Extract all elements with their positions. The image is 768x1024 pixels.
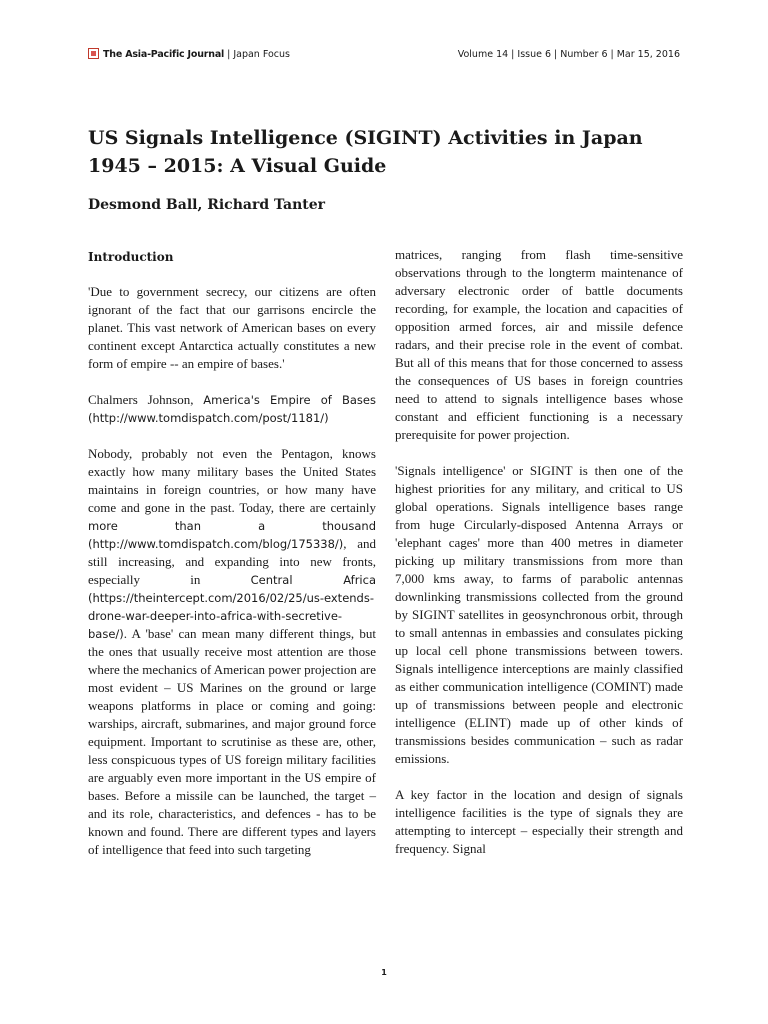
central-africa-link[interactable]: Central Africa [250,573,376,587]
citation [88,391,376,427]
journal-title [103,49,290,60]
journal-logo-icon [88,48,99,59]
paragraph-2: matrices, ranging from flash time-sensitive observations through to the longterm maintenance of adversary electronic order of battle documents recording, for example, the location and capacities of opposition armed forces, air and missile defence radars, and their precise role in the event of combat. But all of this means that for those concerned to assess the consequences of US bases in foreign countries need to attend to signals intelligence bases whose constant and efficient functioning is a necessary prerequisite for power projection. [395,247,683,442]
citation-author: Chalmers Johnson, [88,392,204,407]
page-number: 1 [381,968,387,977]
citation-url: (http://www.tomdispatch.com/post/1181/) [88,411,329,425]
citation-link[interactable]: America's Empire of Bases [203,393,376,407]
p1-url-1: (http://www.tomdispatch.com/blog/175338/) [88,537,344,551]
paragraph-3: 'Signals intelligence' or SIGINT is then one of the highest priorities for any military, and critical to US global operations. Signals intelligence bases range from huge Circularly-disposed Antenna Arrays or 'elephant cages' more than 400 metres in diameter picking up military transmissions from more than 7,000 kms away, to farms of parabolic antennas downlinking transmissions collected from the ground by SIGINT satellites in geosynchronous orbit, through to small antennas in embassies and consulates picking up local cell phone transmissions between towers. Signals intelligence interceptions are mainly classified as either communication intelligence (COMINT) made up of transmissions between people and electronic intelligence (ELINT) made up of other kinds of transmissions besides communication – such as radar emissions. [395,463,683,766]
p1-text-c: . A 'base' can mean many different things, but the ones that usually receive most attention are those where the mechanics of American power projection are most evident – US Marines on the ground or large weapons platforms in place or coming and going: warships, aircraft, submarines, and major ground force equipment. Important to scrutinise as these are, other, less conspicuous types of US foreign military facilities are arguably even more important in the US empire of bases. Before a missile can be launched, the target – and its role, characteristics, and defences - has to be known and found. There are different types and layers of intelligence that feed into such targeting [88,626,376,857]
more-than-a-thousand-link[interactable]: more than a thousand [88,519,376,533]
article-authors: Desmond Ball, Richard Tanter [88,197,326,213]
p1-text-b: , and still increasing, and expanding into new fronts, especially in [88,536,376,587]
section-heading: Introduction [88,250,174,264]
paragraph-4: A key factor in the location and design of signals intelligence facilities is the type of signals they are attempting to intercept – especially their strength and frequency. Signal [395,787,683,856]
issue-info: Volume 14 | Issue 6 | Number 6 | Mar 15, 2016 [457,49,680,60]
p1-url-2: (https://theintercept.com/2016/02/25/us-extends-drone-war-deeper-into-africa-with-secretive-base/) [88,591,375,641]
journal-name: The Asia-Pacific Journal [103,49,225,60]
right-column [395,246,683,876]
left-column [88,246,376,877]
journal-suffix: | Japan Focus [224,49,290,60]
article-title: US Signals Intelligence (SIGINT) Activities in Japan 1945 – 2015: A Visual Guide [88,127,643,177]
page-header [88,46,680,66]
epigraph: 'Due to government secrecy, our citizens are often ignorant of the fact that our garrisons encircle the planet. This vast network of American bases on every continent except Antarctica actually constitutes a new form of empire -- an empire of bases.' [88,284,376,371]
paragraph-1 [88,445,376,859]
p1-text-a: Nobody, probably not even the Pentagon, knows exactly how many military bases the United States maintains in foreign countries, or how many have come and gone in the past. Today, there are certainly [88,446,376,515]
